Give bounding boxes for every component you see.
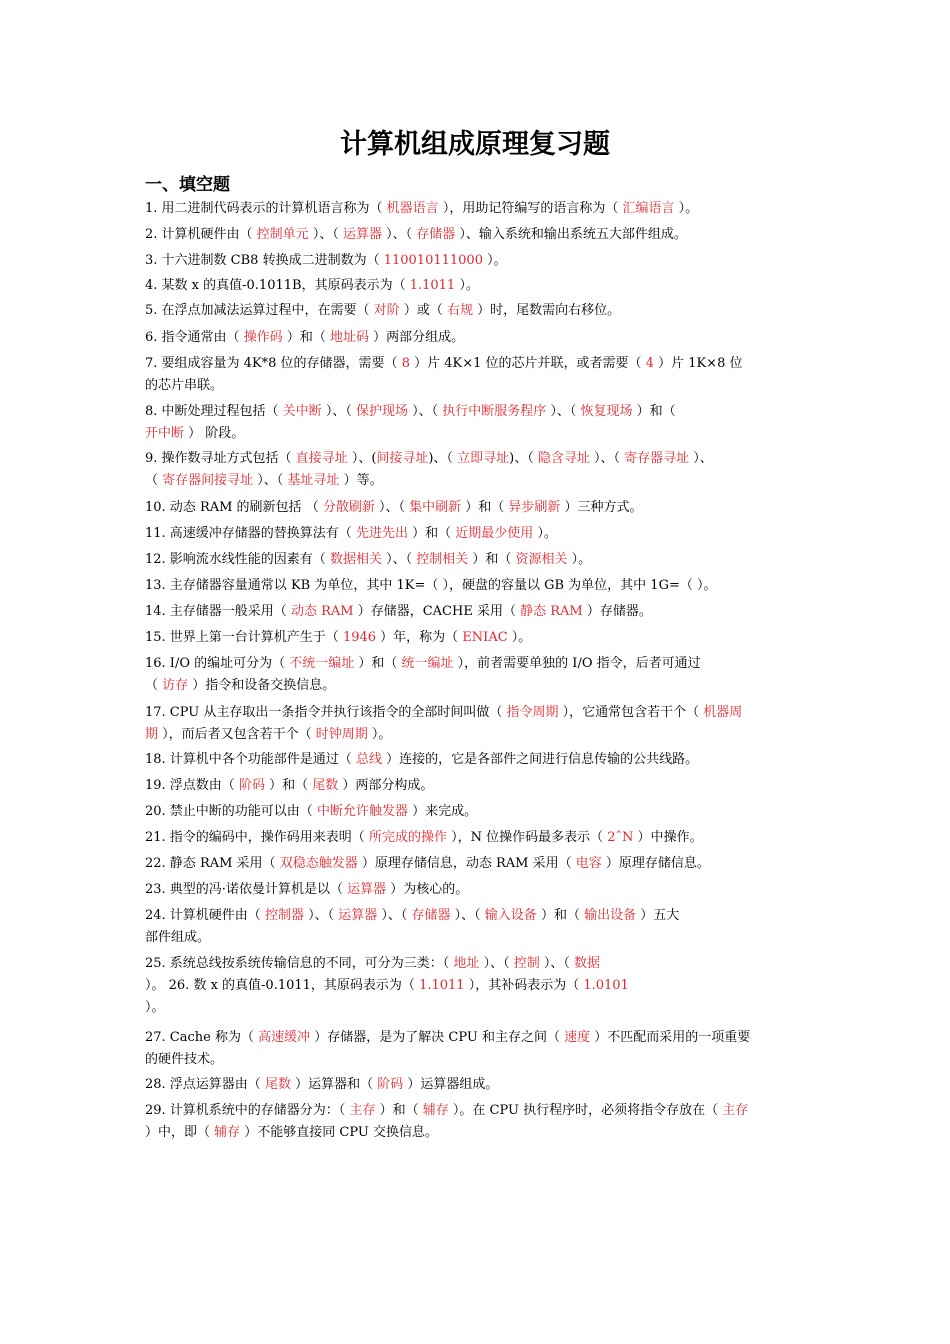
question-text: ）来完成。 [407,804,478,819]
answer-text: 所完成的操作 [368,830,447,845]
answer-text: 先进先出 [355,526,408,541]
answer-text: 双稳态触发器 [279,856,358,871]
question-text: ）、（ [450,908,485,923]
question-text: ）、（ [381,552,417,567]
question-line [145,853,865,875]
answer-text: 动态 RAM [290,604,354,619]
question-line [145,724,865,746]
question-line [145,1049,865,1071]
answer-text: 操作码 [243,330,283,345]
question-line [145,1122,865,1144]
question-line [145,702,865,724]
question-line [145,224,865,246]
answer-text: 访存 [162,678,189,693]
question-text: ）和（ [282,330,330,345]
question-text: ）、（ [539,956,575,971]
answer-text: 对阶 [373,303,400,318]
answer-text: 1.1011 [409,278,456,293]
question-text: 23. 典型的冯·诺依曼计算机是以（ [145,882,348,897]
answer-text: 保护现场 [355,404,408,419]
question-line [145,1100,865,1122]
question-text: ）和（ [375,1103,423,1118]
answer-text: 尾数 [264,1077,291,1092]
question-text: ）、（ [374,500,410,515]
question-text: ）和（ [354,656,402,671]
question-line [145,448,865,470]
answer-text: ENIAC [462,630,508,645]
question-line [145,300,865,322]
question-text: ），而后者又包含若干个（ [158,727,316,742]
answer-text: 分散刷新 [322,500,375,515]
question-text: 的芯片串联。 [145,378,224,393]
question-line [145,601,865,623]
question-text: ）或（ [399,303,447,318]
question-line [145,749,865,771]
question-line [145,275,865,297]
answer-text: 控制单元 [256,227,309,242]
question-text: 9. 操作数寻址方式包括（ [145,451,296,466]
question-text: 5. 在浮点加减法运算过程中，在需要（ [145,303,374,318]
question-line [145,997,865,1019]
question-text: ）和（ [632,404,676,419]
question-text: 22. 静态 RAM 采用（ [145,856,280,871]
question-text: ）、（ [407,404,443,419]
answer-text: 2ˆN [607,830,634,845]
answer-text: 存储器 [411,908,451,923]
question-text: 2. 计算机硬件由（ [145,227,257,242]
question-line [145,1074,865,1096]
question-text: ）指令和设备交换信息。 [188,678,336,693]
answer-text: 速度 [564,1030,591,1045]
section-heading: 一、填空题 [145,175,230,195]
answer-text: 近期最少使用 [455,526,534,541]
answer-text: 关中断 [282,404,322,419]
question-text: ）中操作。 [633,830,703,845]
question-line [145,470,865,492]
question-line [145,975,865,997]
answer-text: 输入设备 [484,908,537,923]
question-text: 7. 要组成容量为 4K*8 位的存储器，需要（ [145,356,402,371]
question-text: ），它通常包含若干个（ [558,705,704,720]
question-line [145,927,865,949]
question-text: 14. 主存储器一般采用（ [145,604,291,619]
answer-text: 右规 [446,303,473,318]
question-text: ）。 [567,552,592,567]
answer-text: 存储器 [416,227,456,242]
question-text: ）、（ [377,908,412,923]
question-text: ）。 [507,630,532,645]
question-text: ）片 1K×8 位 [653,356,743,371]
question-text: ）、( [347,451,377,466]
question-line [145,375,865,397]
question-line [145,775,865,797]
answer-text: 高速缓冲 [258,1030,311,1045]
answer-text: 1946 [342,630,377,645]
question-text: 18. 计算机中各个功能部件是通过（ [145,752,356,767]
question-text: ） 阶段。 [184,426,245,441]
question-text: 4. 某数 x 的真值-0.1011B，其原码表示为（ [145,278,410,293]
question-text: ）和（ [536,908,585,923]
question-text: 12. 影响流水线性能的因素有（ [145,552,330,567]
answer-text: 期 [145,727,159,742]
answer-text: 统一编址 [401,656,454,671]
question-text: ）。 [533,526,557,541]
question-line [145,653,865,675]
answer-text: 直接寻址 [295,451,348,466]
question-line [145,523,865,545]
question-line [145,1027,865,1049]
answer-text: 立即寻址 [457,451,510,466]
question-line [145,198,865,220]
answer-text: 控制相关 [416,552,469,567]
question-text: 20. 禁止中断的功能可以由（ [145,804,317,819]
question-text: ）、（ [303,908,339,923]
answer-text: 中断允许触发器 [316,804,408,819]
question-text: ），用助记符编写的语言称为（ [438,201,623,216]
question-line [145,497,865,519]
question-line [145,401,865,423]
question-text: ）和（ [264,778,313,793]
question-line [145,905,865,927]
question-text: ）两部分构成。 [338,778,434,793]
question-line [145,953,865,975]
question-text: ）、（ [479,956,514,971]
answer-text: 隐含寻址 [537,451,590,466]
question-text: ）不匹配而采用的一项重要 [590,1030,751,1045]
question-text: ）。 [482,253,507,268]
question-line [145,675,865,697]
answer-text: 间接寻址 [376,451,429,466]
answer-text: 主存 [349,1103,376,1118]
question-text: ）中，即（ [145,1125,215,1140]
question-text: ），N 位操作码最多表示（ [446,830,608,845]
page-title: 计算机组成原理复习题 [340,129,610,160]
question-line [145,627,865,649]
question-text: ）。在 CPU 执行程序时，必须将指令存放在（ [448,1103,723,1118]
question-text: ）。 26. 数 x 的真值-0.1011，其原码表示为（ [145,978,420,993]
question-text: 27. Cache 称为（ [145,1030,259,1045]
answer-text: 阶码 [377,1077,404,1092]
question-text: ）片 4K×1 位的芯片并联，或者需要（ [409,356,646,371]
question-text: 10. 动态 RAM 的刷新包括 （ [145,500,323,515]
answer-text: 4 [645,356,654,371]
question-text: ）和（ [468,552,516,567]
answer-text: 机器语言 [386,201,439,216]
question-text: 的硬件技术。 [145,1052,224,1067]
question-text: 1. 用二进制代码表示的计算机语言称为（ [145,201,387,216]
question-text: ）时，尾数需向右移位。 [472,303,621,318]
answer-text: 输出设备 [584,908,637,923]
question-text: ）不能够直接同 CPU 交换信息。 [240,1125,438,1140]
question-line [145,827,865,849]
answer-text: 1.1011 [419,978,465,993]
answer-text: 阶码 [238,778,265,793]
answer-text: 运算器 [338,908,378,923]
answer-text: 汇编语言 [622,201,675,216]
question-text: ）、输入系统和输出系统五大部件组成。 [455,227,687,242]
question-text: ），前者需要单独的 I/O 指令，后者可通过 [453,656,701,671]
question-text: 11. 高速缓冲存储器的替换算法有（ [145,526,356,541]
question-text: 24. 计算机硬件由（ [145,908,265,923]
question-text: ）、（ [308,227,343,242]
answer-text: 机器周 [703,705,743,720]
question-text: ）、（ [589,451,625,466]
answer-text: 总线 [355,752,382,767]
answer-text: 不统一编址 [289,656,355,671]
question-text: )、（ [428,451,458,466]
question-text: ）三种方式。 [560,500,643,515]
answer-text: 地址码 [329,330,369,345]
question-text: 6. 指令通常由（ [145,330,244,345]
question-text: 29. 计算机系统中的存储器分为：（ [145,1103,350,1118]
answer-text: 控制 [513,956,540,971]
answer-text: 执行中断服务程序 [442,404,547,419]
question-text: ）和（ [461,500,509,515]
question-text: 13. 主存储器容量通常以 KB 为单位，其中 1K=（ ），硬盘的容量以 GB 为单位，其中 1G=（ ）。 [145,578,717,593]
question-text: ）、（ [321,404,356,419]
question-text: ）存储器，CACHE 采用（ [353,604,521,619]
question-text: ）五大 [636,908,680,923]
question-text: ）。 [367,727,392,742]
answer-text: 1.0101 [583,978,629,993]
question-text: 部件组成。 [145,930,211,945]
question-text: 19. 浮点数由（ [145,778,239,793]
question-text: ）原理存储信息，动态 RAM 采用（ [357,856,576,871]
question-text: )、（ [509,451,538,466]
question-text: 16. I/O 的编址可分为（ [145,656,290,671]
question-text: ），其补码表示为（ [464,978,584,993]
answer-text: 时钟周期 [315,727,368,742]
answer-text: 静态 RAM [520,604,583,619]
question-text: ）、（ [546,404,581,419]
answer-text: 辅存 [214,1125,241,1140]
answer-text: 运算器 [342,227,382,242]
answer-text: 恢复现场 [580,404,633,419]
question-text: 28. 浮点运算器由（ [145,1077,265,1092]
answer-text: 指令周期 [506,705,559,720]
question-text: ）运算器和（ [290,1077,378,1092]
answer-text: 110010111000 [383,253,483,268]
question-text: ）存储器。 [582,604,652,619]
question-text: 21. 指令的编码中，操作码用来表明（ [145,830,369,845]
question-text: ）。 [145,1000,165,1015]
question-line [145,879,865,901]
question-text: ）年，称为（ [376,630,463,645]
answer-text: 寄存器间接寻址 [162,473,254,488]
question-text: ）等。 [339,473,383,488]
answer-text: 数据 [574,956,601,971]
question-text: 8. 中断处理过程包括（ [145,404,283,419]
question-text: ）存储器，是为了解决 CPU 和主存之间（ [310,1030,565,1045]
question-text: 15. 世界上第一台计算机产生于（ [145,630,343,645]
answer-text: 控制器 [264,908,304,923]
question-text: ）、（ [381,227,417,242]
question-text: 25. 系统总线按系统传输信息的不同，可分为三类：（ [145,956,454,971]
question-text: ）、 [689,451,713,466]
question-line [145,423,865,445]
question-text: （ [145,678,163,693]
question-line [145,549,865,571]
question-text: ）为核心的。 [386,882,469,897]
answer-text: 寄存器寻址 [624,451,690,466]
question-text: ）。 [674,201,699,216]
question-line [145,327,865,349]
answer-text: 主存 [722,1103,749,1118]
question-line [145,801,865,823]
answer-text: 地址 [453,956,480,971]
answer-text: 数据相关 [329,552,382,567]
answer-text: 异步刷新 [508,500,561,515]
question-line [145,250,865,272]
answer-text: 辅存 [422,1103,449,1118]
answer-text: 资源相关 [515,552,568,567]
answer-text: 基址寻址 [287,473,340,488]
question-text: ）运算器组成。 [403,1077,499,1092]
answer-text: 电容 [575,856,602,871]
question-line [145,575,865,597]
question-text: ）原理存储信息。 [601,856,710,871]
answer-text: 尾数 [312,778,339,793]
question-text: ）、（ [253,473,288,488]
question-text: （ [145,473,163,488]
question-text: 17. CPU 从主存取出一条指令并执行该指令的全部时间叫做（ [145,705,507,720]
answer-text: 集中刷新 [409,500,462,515]
answer-text: 运算器 [347,882,387,897]
question-text: 3. 十六进制数 CB8 转换成二进制数为（ [145,253,384,268]
question-text: ）。 [455,278,479,293]
question-text: ）和（ [407,526,456,541]
question-text: ）两部分组成。 [368,330,465,345]
question-text: ）连接的，它是各部件之间进行信息传输的公共线路。 [381,752,699,767]
answer-text: 8 [401,356,410,371]
question-line [145,353,865,375]
answer-text: 开中断 [145,426,185,441]
